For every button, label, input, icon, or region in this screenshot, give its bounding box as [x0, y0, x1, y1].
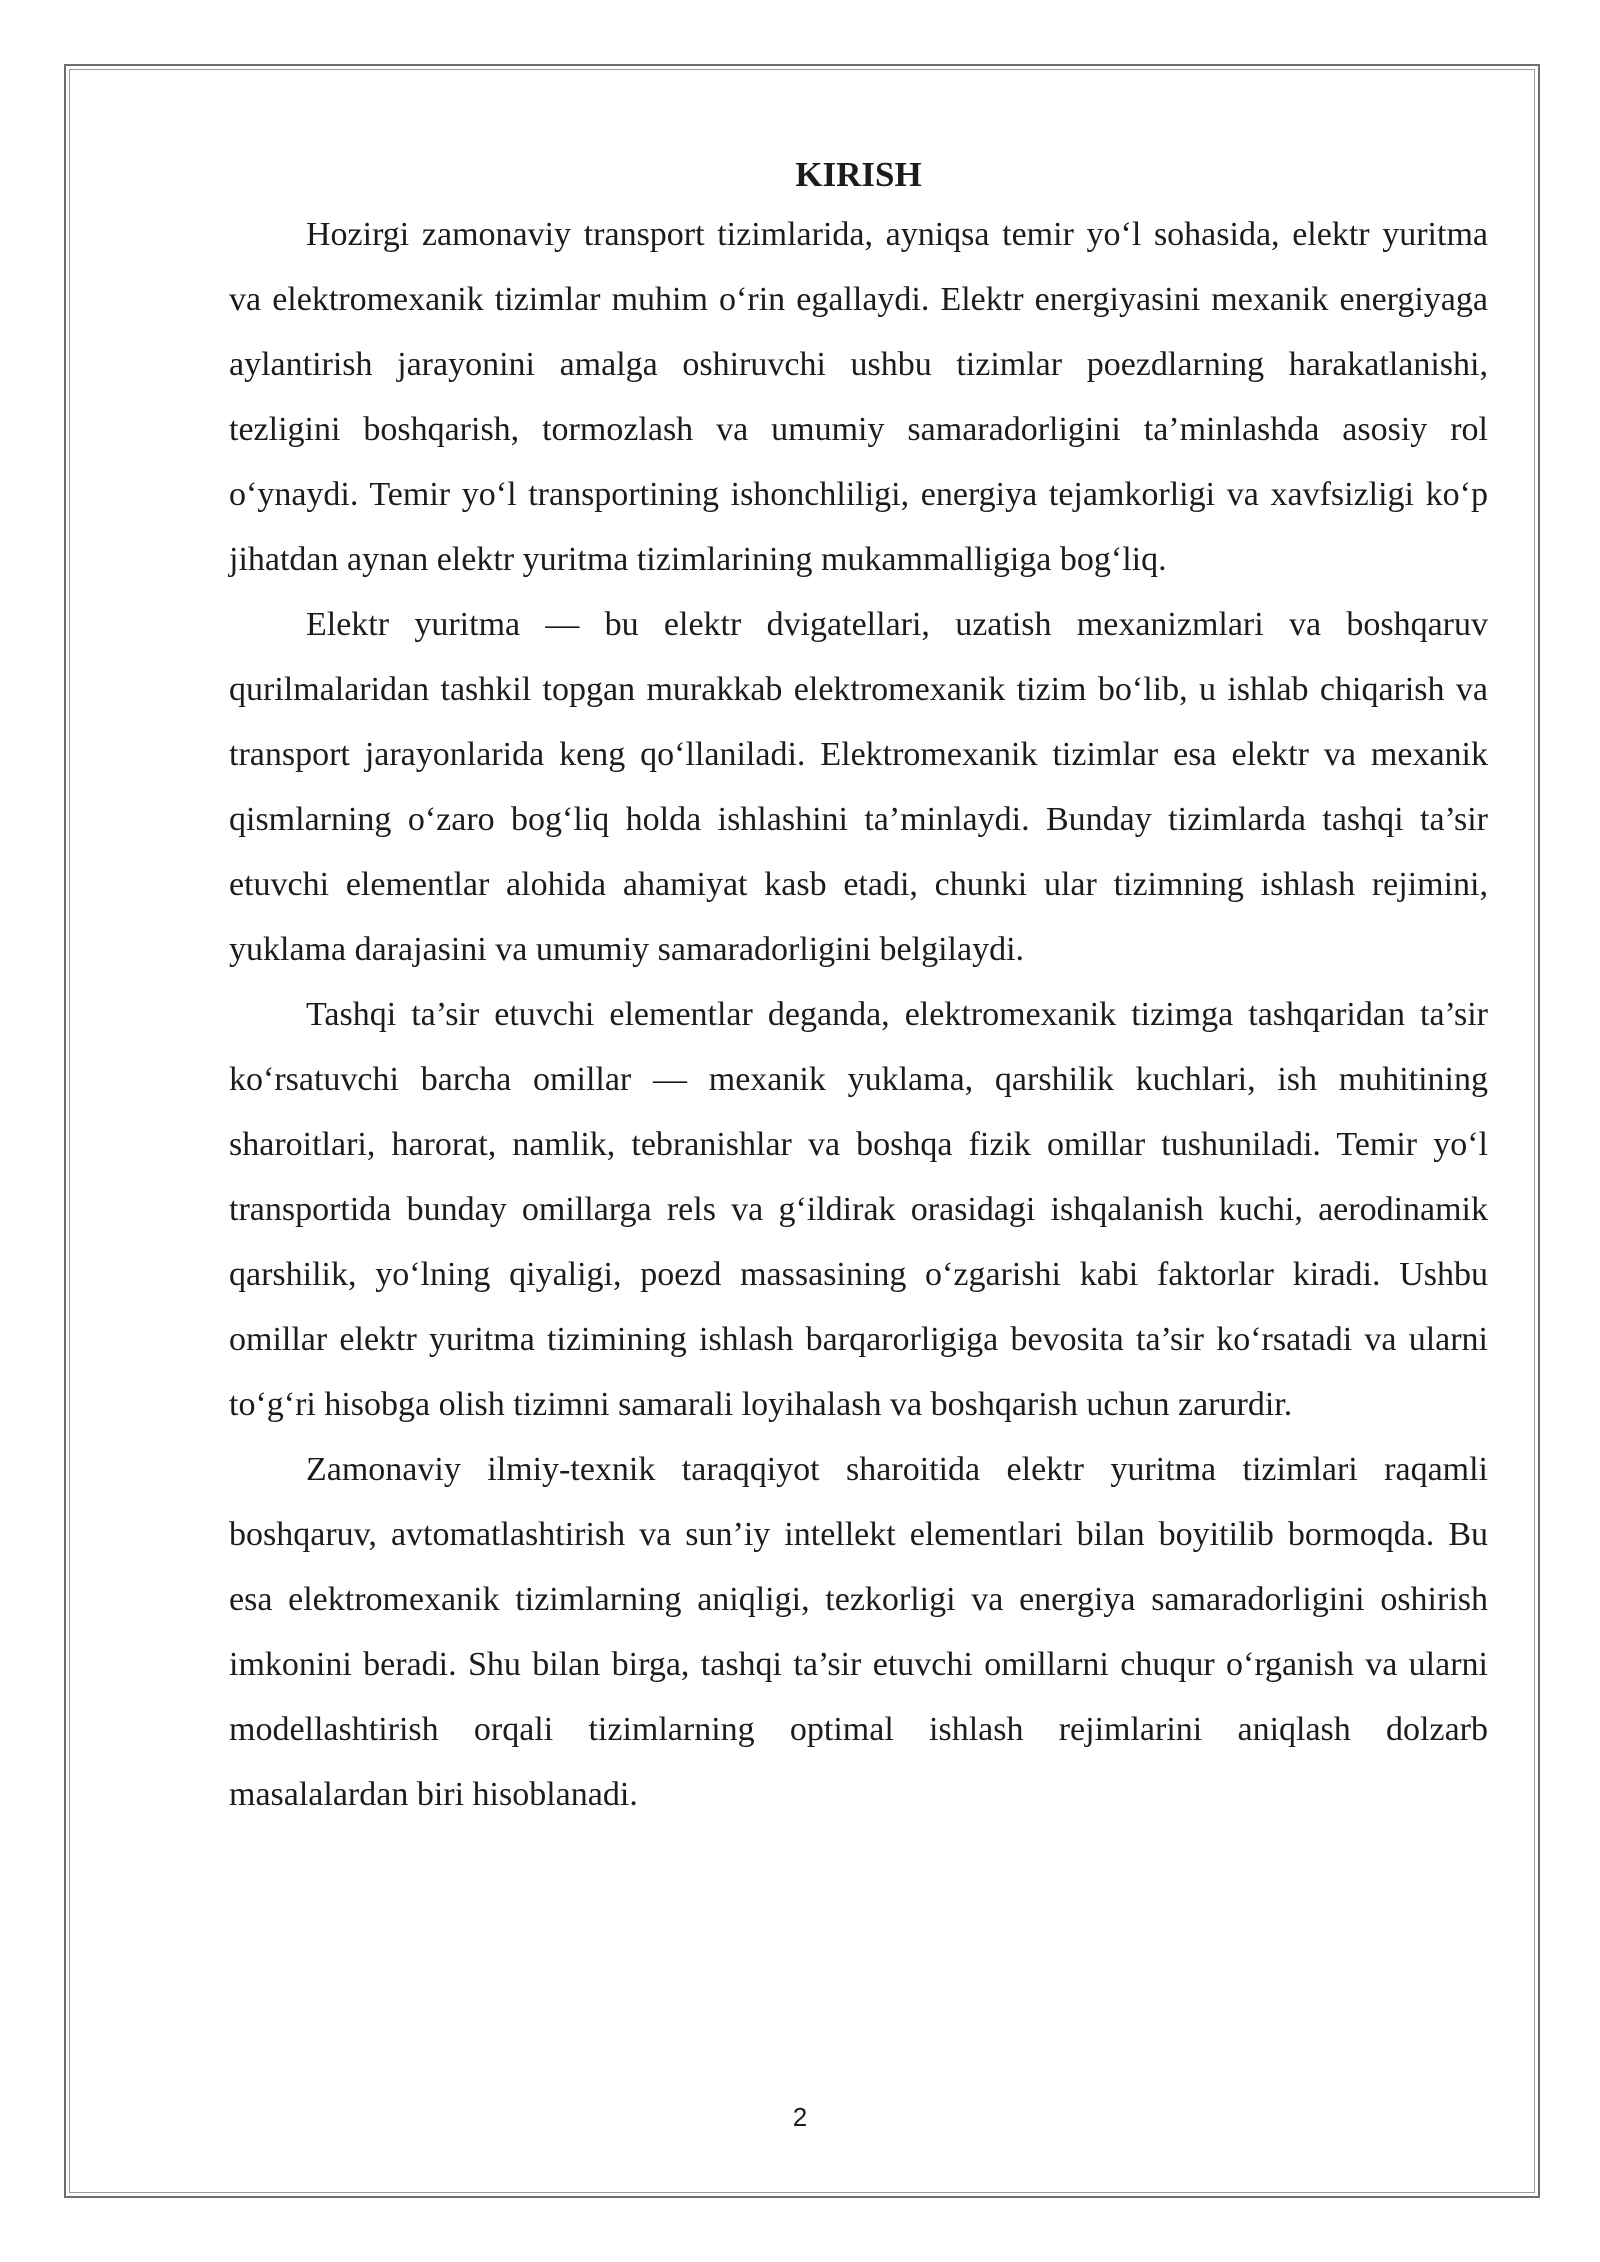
page-number: 2: [792, 2102, 808, 2132]
paragraph-1: Hozirgi zamonaviy transport tizimlarida, ayniqsa temir yo‘l sohasida, elektr yuritma va elektromexanik tizimlar muhim o‘rin egallaydi. Elektr energiyasini mexanik energiyaga aylantirish jarayonini amalga oshiruvchi ushbu tizimlar poezdlarning harakatlanishi, tezligini boshqarish, tormozlash va umumiy samaradorligini ta’minlashda asosiy rol o‘ynaydi. Temir yo‘l transportining ishonchliligi, energiya tejamkorligi va xavfsizligi ko‘p jihatdan aynan elektr yuritma tizimlarining mukammalligiga bog‘liq.: [229, 216, 1488, 578]
document-body: [229, 148, 1488, 1827]
section-heading: KIRISH: [795, 155, 922, 194]
paragraph-4: Zamonaviy ilmiy-texnik taraqqiyot sharoitida elektr yuritma tizimlari raqamli boshqaruv, avtomatlashtirish va sun’iy intellekt elementlari bilan boyitilib bormoqda. Bu esa elektromexanik tizimlarning aniqligi, tezkorligi va energiya samaradorligini oshirish imkonini beradi. Shu bilan birga, tashqi ta’sir etuvchi omillarni chuqur o‘rganish va ularni modellashtirish orqali tizimlarning optimal ishlash rejimlarini aniqlash dolzarb masalalardan biri hisoblanadi.: [229, 1451, 1488, 1813]
paragraph-2: Elektr yuritma — bu elektr dvigatellari, uzatish mexanizmlari va boshqaruv qurilmalaridan tashkil topgan murakkab elektromexanik tizim bo‘lib, u ishlab chiqarish va transport jarayonlarida keng qo‘llaniladi. Elektromexanik tizimlar esa elektr va mexanik qismlarning o‘zaro bog‘liq holda ishlashini ta’minlaydi. Bunday tizimlarda tashqi ta’sir etuvchi elementlar alohida ahamiyat kasb etadi, chunki ular tizimning ishlash rejimini, yuklama darajasini va umumiy samaradorligini belgilaydi.: [229, 606, 1488, 968]
paragraph-3: Tashqi ta’sir etuvchi elementlar deganda, elektromexanik tizimga tashqaridan ta’sir ko‘rsatuvchi barcha omillar — mexanik yuklama, qarshilik kuchlari, ish muhitining sharoitlari, harorat, namlik, tebranishlar va boshqa fizik omillar tushuniladi. Temir yo‘l transportida bunday omillarga rels va g‘ildirak orasidagi ishqalanish kuchi, aerodinamik qarshilik, yo‘lning qiyaligi, poezd massasining o‘zgarishi kabi faktorlar kiradi. Ushbu omillar elektr yuritma tizimining ishlash barqarorligiga bevosita ta’sir ko‘rsatadi va ularni to‘g‘ri hisobga olish tizimni samarali loyihalash va boshqarish uchun zarurdir.: [229, 996, 1488, 1423]
